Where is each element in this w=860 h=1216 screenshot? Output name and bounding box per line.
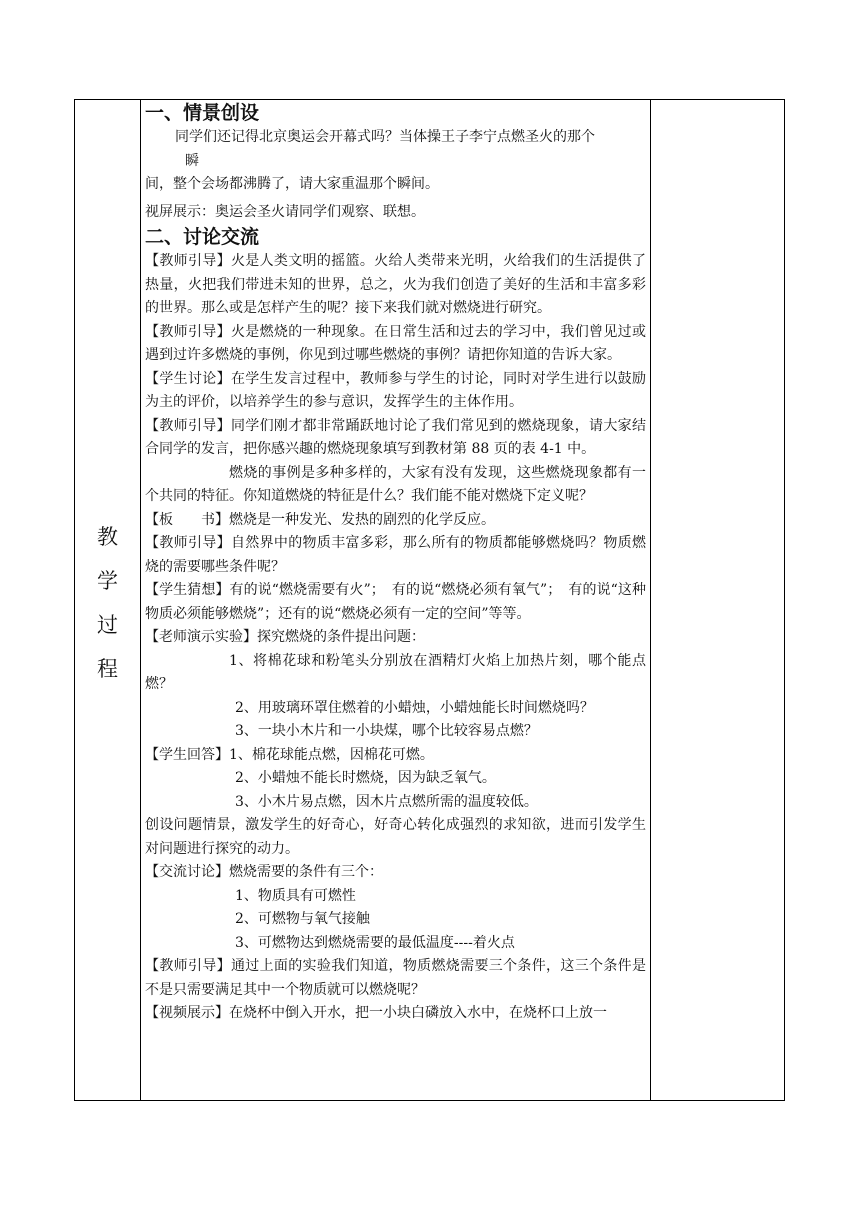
section-label-teaching-process	[75, 515, 140, 691]
paragraph: 【老师演示实验】探究燃烧的条件提出问题：	[145, 629, 425, 645]
list-item: 1、将棉花球和粉笔头分别放在酒精灯火焰上加热片刻，哪个能点燃？	[145, 652, 646, 692]
paragraph: 【教师引导】同学们刚才都非常踊跃地讨论了我们常见到的燃烧现象，请大家结合同学的发言，把你感兴趣的燃烧现象填写到教材第 88 页的表 4-1 中。	[145, 417, 646, 457]
heading-discussion: 二、讨论交流	[145, 226, 260, 248]
section-label-char: 学	[97, 569, 118, 593]
lesson-table	[74, 99, 785, 1101]
paragraph: 【教师引导】火是燃烧的一种现象。在日常生活和过去的学习中，我们曾见过或遇到过许多燃烧的事例，你见到过哪些燃烧的事例？请把你知道的告诉大家。	[145, 323, 646, 363]
paragraph: 瞬	[185, 152, 199, 169]
section-label-char: 教	[97, 525, 118, 549]
paragraph: 【学生讨论】在学生发言过程中，教师参与学生的讨论，同时对学生进行以鼓励为主的评价，以培养学生的参与意识，发挥学生的主体作用。	[145, 370, 646, 410]
column-divider-right	[650, 100, 651, 1100]
paragraph: 【板 书】燃烧是一种发光、发热的剧烈的化学反应。	[145, 511, 495, 528]
list-item: 2、用玻璃环罩住燃着的小蜡烛，小蜡烛能长时间燃烧吗？	[235, 699, 594, 716]
paragraph: 【学生猜想】有的说“燃烧需要有火”； 有的说“燃烧必须有氧气”； 有的说“这种物质必须能够燃烧”；还有的说“燃烧必须有一定的空间”等等。	[145, 582, 646, 622]
section-label-char: 程	[97, 657, 118, 681]
lesson-content	[145, 100, 646, 1100]
list-item: 【学生回答】1、棉花球能点燃，因棉花可燃。	[145, 746, 434, 763]
column-divider-left	[140, 100, 141, 1100]
paragraph: 【视频展示】在烧杯中倒入开水，把一小块白磷放入水中，在烧杯口上放一	[145, 1005, 607, 1021]
paragraph: 【教师引导】自然界中的物质丰富多彩，那么所有的物质都能够燃烧吗？物质燃烧的需要哪些条件呢？	[145, 535, 646, 575]
list-item: 1、物质具有可燃性	[235, 887, 356, 904]
section-label-char: 过	[97, 613, 118, 637]
paragraph: 间，整个会场都沸腾了，请大家重温那个瞬间。	[145, 176, 439, 192]
list-item: 3、一块小木片和一小块煤，哪个比较容易点燃？	[235, 723, 538, 739]
list-item: 3、可燃物达到燃烧需要的最低温度----着火点	[235, 934, 515, 951]
paragraph: 创设问题情景，激发学生的好奇心，好奇心转化成强烈的求知欲，进而引发学生对问题进行探究的动力。	[145, 817, 646, 857]
paragraph: 视屏展示：奥运会圣火请同学们观察、联想。	[145, 203, 425, 220]
paragraph: 【交流讨论】燃烧需要的条件有三个：	[145, 864, 383, 880]
list-item: 2、可燃物与氧气接触	[235, 911, 370, 927]
heading-scenario: 一、情景创设	[145, 102, 260, 124]
paragraph: 【教师引导】火是人类文明的摇篮。火给人类带来光明，火给我们的生活提供了热量，火把我们带进未知的世界，总之，火为我们创造了美好的生活和丰富多彩的世界。那么或是怎样产生的呢？接下来我们就对燃烧进行研究。	[145, 253, 646, 316]
list-item: 2、小蜡烛不能长时燃烧，因为缺乏氧气。	[235, 770, 496, 786]
paragraph: 同学们还记得北京奥运会开幕式吗？当体操王子李宁点燃圣火的那个	[175, 129, 595, 145]
list-item: 3、小木片易点燃，因木片点燃所需的温度较低。	[235, 793, 538, 810]
paragraph: 燃烧的事例是多种多样的，大家有没有发现，这些燃烧现象都有一个共同的特征。你知道燃烧的特征是什么？我们能不能对燃烧下定义呢？	[145, 464, 646, 504]
paragraph: 【教师引导】通过上面的实验我们知道，物质燃烧需要三个条件，这三个条件是不是只需要满足其中一个物质就可以燃烧呢？	[145, 958, 646, 998]
